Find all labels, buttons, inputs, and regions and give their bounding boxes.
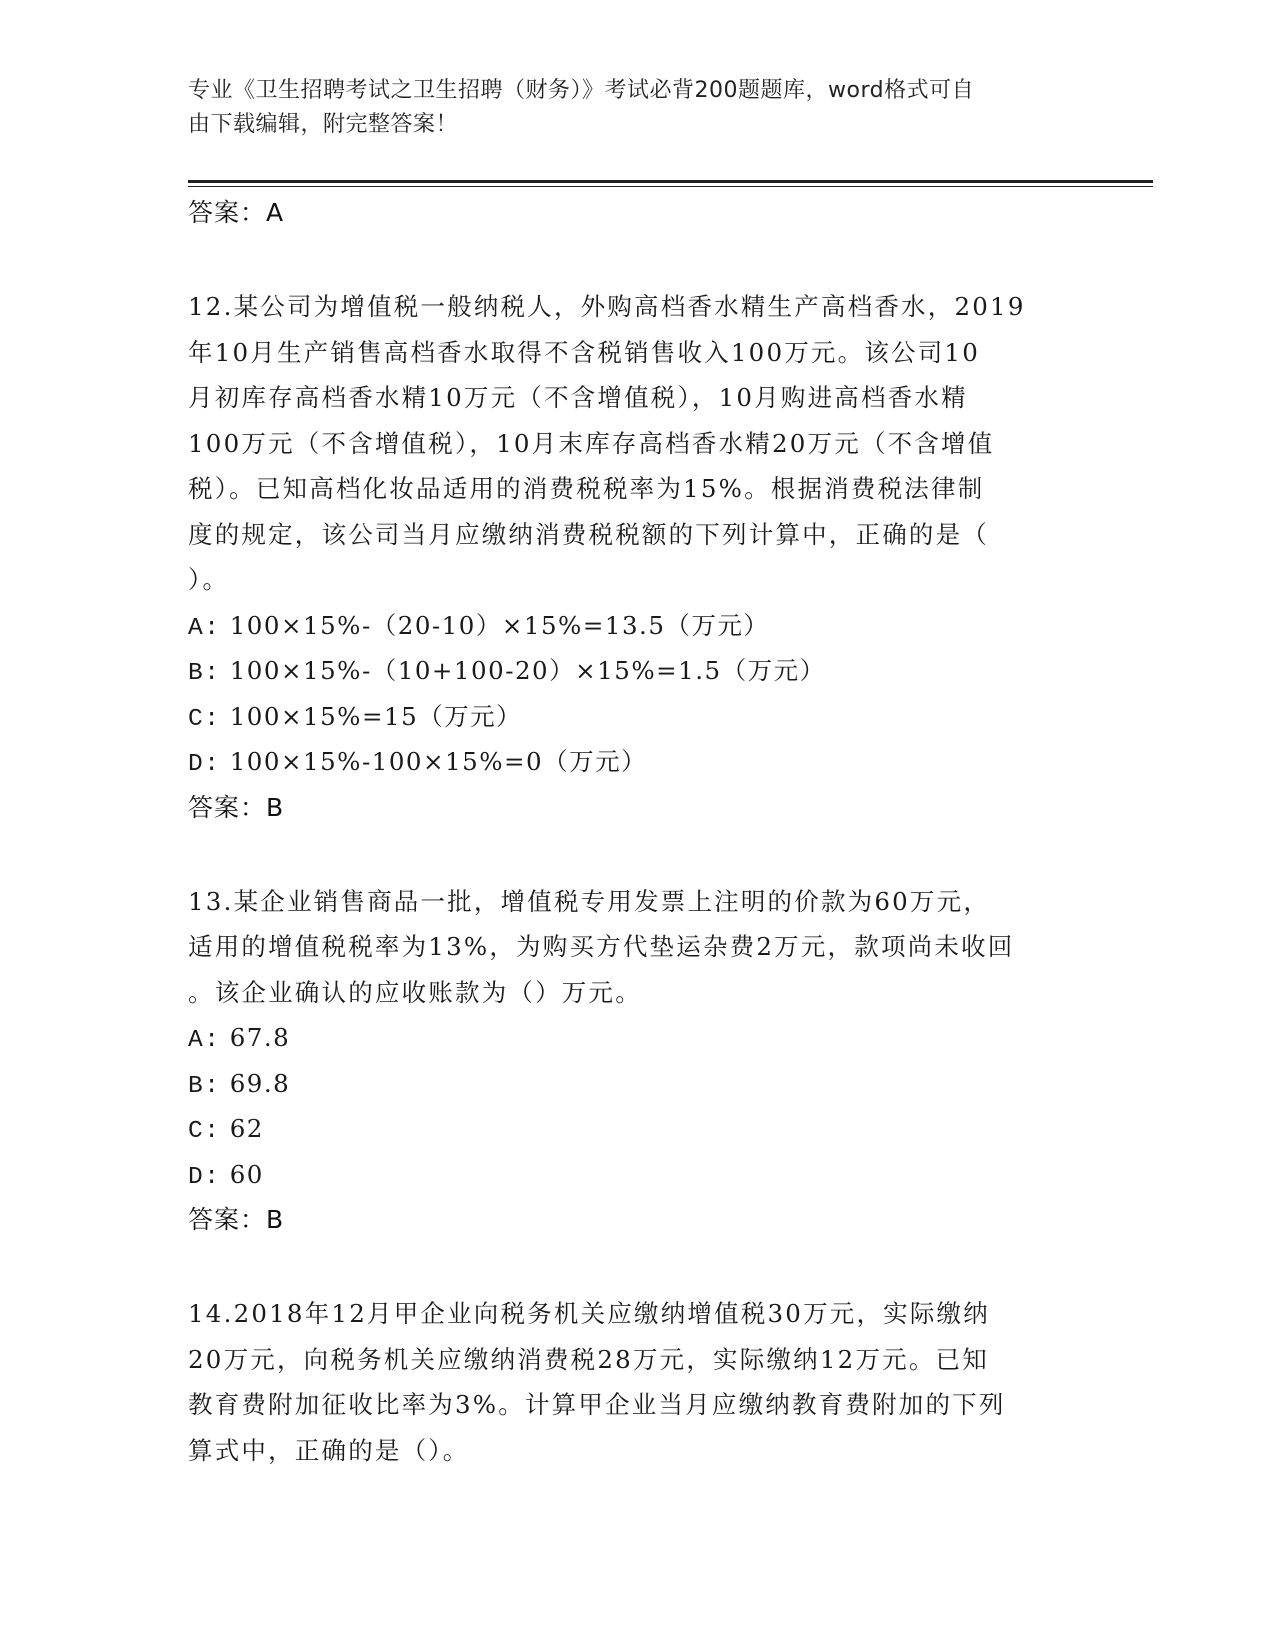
option-letter: C: — [188, 705, 221, 733]
option-value: 100×15%=15（万元） — [229, 701, 523, 731]
answer-previous: 答案：A — [188, 198, 285, 227]
option-letter: B: — [188, 660, 221, 687]
document-header — [188, 74, 1068, 142]
question-12-answer: 答案：B — [188, 792, 285, 822]
option-value: 60 — [229, 1159, 264, 1189]
spacer — [188, 236, 1088, 284]
question-14 — [188, 1291, 1088, 1473]
option-letter: A: — [188, 614, 221, 642]
option-value: 67.8 — [229, 1023, 291, 1052]
header-divider-thin — [188, 186, 1153, 187]
question-13-option-b — [188, 1061, 1088, 1107]
option-value: 100×15%-（10+100-20）×15%=1.5（万元） — [229, 656, 826, 685]
option-letter: D: — [188, 1163, 221, 1191]
question-13-text: 13.某企业销售商品一批，增值税专用发票上注明的价款为60万元， 适用的增值税税率为13%，为购买方代垫运杂费2万元，款项尚未收回 。该企业确认的应收账款为（）万元。 — [188, 886, 1015, 1007]
option-value: 100×15%-（20-10）×15%=13.5（万元） — [229, 610, 770, 640]
option-letter: D: — [188, 751, 221, 778]
question-13-option-a — [188, 1015, 1088, 1061]
option-letter: B: — [188, 1072, 221, 1100]
question-12-option-b — [188, 648, 1088, 694]
question-13-answer: 答案：B — [188, 1205, 285, 1234]
option-letter: A: — [188, 1027, 221, 1054]
header-line-1: 专业《卫生招聘考试之卫生招聘（财务）》考试必背200题题库，word格式可自 — [188, 78, 975, 103]
question-content — [188, 190, 1088, 1473]
question-12-option-c — [188, 694, 1088, 740]
option-value: 100×15%-100×15%=0（万元） — [229, 747, 648, 776]
question-13-option-c — [188, 1106, 1088, 1152]
question-13 — [188, 879, 1088, 1244]
question-12-option-a — [188, 603, 1088, 649]
spacer — [188, 831, 1088, 879]
question-14-text: 14.2018年12月甲企业向税务机关应缴纳增值税30万元，实际缴纳 20万元，向税务机关应缴纳消费税28万元，实际缴纳12万元。已知 教育费附加征收比率为3%。计算甲企业当月应缴纳教育费附加的下列 算式中，正确的是（）。 — [188, 1299, 1006, 1465]
header-line-2: 由下载编辑，附完整答案！ — [188, 112, 459, 137]
header-divider-thick — [188, 180, 1153, 183]
question-13-option-d — [188, 1152, 1088, 1198]
option-value: 69.8 — [229, 1068, 291, 1098]
spacer — [188, 1243, 1088, 1291]
option-value: 62 — [229, 1114, 264, 1143]
question-12 — [188, 284, 1088, 831]
question-12-option-d — [188, 739, 1088, 785]
question-12-text: 12.某公司为增值税一般纳税人，外购高档香水精生产高档香水，2019 年10月生产销售高档香水取得不含税销售收入100万元。该公司10 月初库存高档香水精10万元（不含增值税），10月购进高档香水精 100万元（不含增值税），10月末库存高档香水精20万元（不含增值 税）。已知高档化妆品适用的消费税税率为15%。根据消费税法律制 度的规定，该公司当月应缴纳消费税税额的下列计算中，正确的是（ ）。 — [188, 292, 1026, 594]
option-letter: C: — [188, 1118, 221, 1145]
